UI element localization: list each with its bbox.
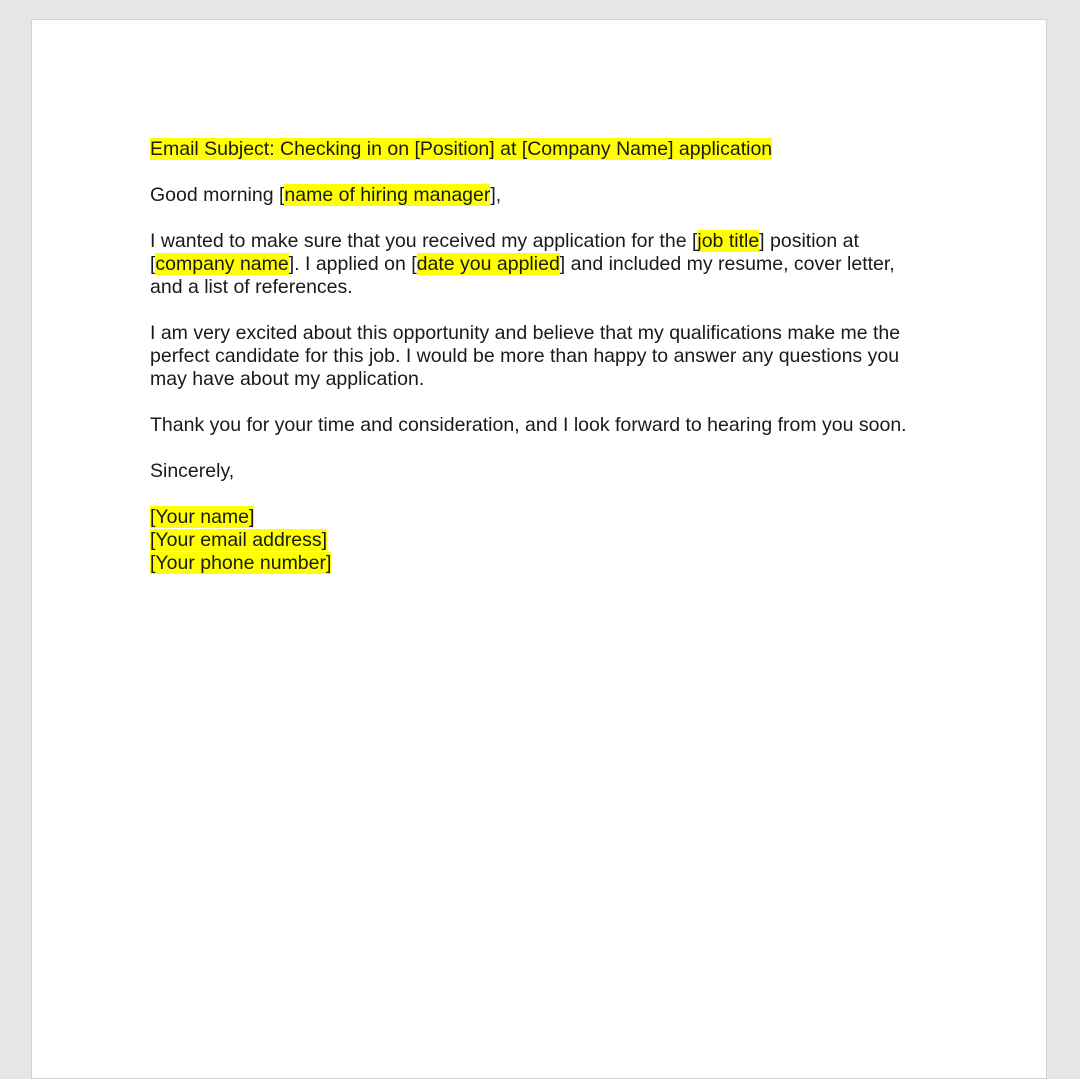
text-segment: [ (150, 253, 156, 275)
date-applied-placeholder: date you applied (416, 253, 560, 275)
email-subject-line (150, 138, 950, 161)
company-name-placeholder: company name (155, 253, 289, 275)
signature-name-line (150, 506, 950, 529)
closing: Sincerely, (150, 460, 235, 482)
paragraph-excitement (150, 322, 950, 391)
paragraph-application-line-2 (150, 253, 950, 276)
paragraph-excitement-line-1: I am very excited about this opportunity and believe that my qualifications make me the (150, 322, 901, 344)
signature-phone-line (150, 552, 950, 575)
paragraph-application-line-3: and a list of references. (150, 276, 353, 298)
job-title-placeholder: job title (697, 230, 760, 252)
text-segment: ] position at (759, 230, 859, 252)
paragraph-excitement-line-2: perfect candidate for this job. I would be more than happy to answer any questions you (150, 345, 900, 367)
signature-email-line (150, 529, 950, 552)
signature-block (150, 506, 950, 575)
greeting-suffix: ], (490, 184, 502, 206)
signature-name-placeholder: [Your name] (150, 506, 255, 528)
text-segment: I wanted to make sure that you received my application for the [ (150, 230, 698, 252)
paragraph-thanks: Thank you for your time and consideration, and I look forward to hearing from you soon. (150, 414, 907, 436)
paragraph-application-line-1 (150, 230, 950, 253)
hiring-manager-placeholder: name of hiring manager (284, 184, 491, 206)
greeting-prefix: Good morning [ (150, 184, 285, 206)
paragraph-excitement-line-3: may have about my application. (150, 368, 425, 390)
paragraph-application (150, 230, 950, 299)
text-segment: ] and included my resume, cover letter, (559, 253, 895, 275)
letter-body (150, 138, 950, 598)
signature-phone-placeholder: [Your phone number] (150, 552, 332, 574)
email-subject: Email Subject: Checking in on [Position] at [Company Name] application (150, 138, 773, 160)
text-segment: ]. I applied on [ (288, 253, 417, 275)
greeting-line (150, 184, 950, 207)
signature-email-placeholder: [Your email address] (150, 529, 328, 551)
document-page (31, 19, 1047, 1079)
